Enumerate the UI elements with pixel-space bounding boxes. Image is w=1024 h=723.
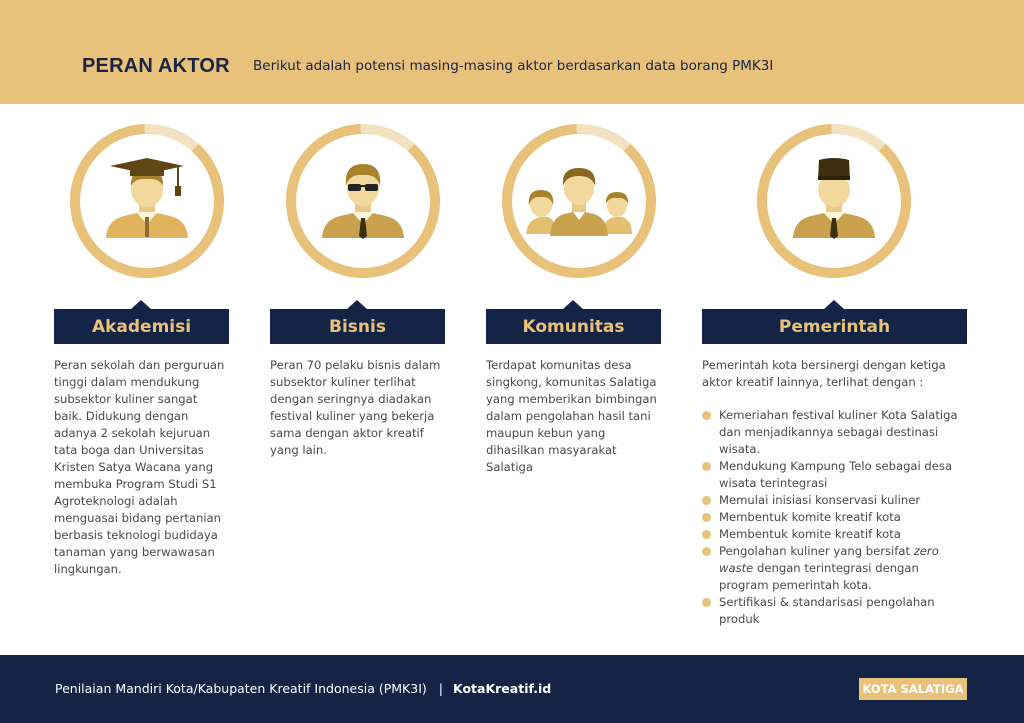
bullet-dot-icon [702,496,711,505]
list-item: Kemeriahan festival kuliner Kota Salatiga dan menjadikannya sebagai destinasi wisata. [702,407,972,458]
pointer-arrow [347,300,367,309]
komunitas-description: Terdapat komunitas desa singkong, komunitas Salatiga yang memberikan bimbingan dalam pengolahan hasil tani maupun kebun yang dihasilkan masyarakat Salatiga [486,358,657,474]
komunitas-label: Komunitas [486,309,661,344]
footer-caption: Penilaian Mandiri Kota/Kabupaten Kreatif Indonesia (PMK3I) [55,681,427,696]
businessman-avatar-icon [280,118,446,284]
community-group-icon [496,118,662,284]
pemerintah-label: Pemerintah [702,309,967,344]
bisnis-label: Bisnis [270,309,445,344]
page-title: PERAN AKTOR [82,55,230,77]
bullet-dot-icon [702,411,711,420]
bullet-dot-icon [702,513,711,522]
graduate-avatar-icon [64,118,230,284]
bisnis-description: Peran 70 pelaku bisnis dalam subsektor kuliner terlihat dengan seringnya diadakan festival kuliner yang bekerja sama dengan aktor kreatif yang lain. [270,358,441,457]
pemerintah-ring [751,118,917,284]
komunitas-heading [486,300,661,344]
footer-band [0,655,1024,723]
bisnis-ring [280,118,446,284]
pointer-arrow [563,300,583,309]
list-item: Sertifikasi & standarisasi pengolahan produk [702,594,972,628]
list-item: Membentuk komite kreatif kota [702,526,972,543]
komunitas-ring [496,118,662,284]
list-item: Membentuk komite kreatif kota [702,509,972,526]
list-item: Memulai inisiasi konservasi kuliner [702,492,972,509]
official-avatar-icon [751,118,917,284]
bullet-dot-icon [702,462,711,471]
pemerintah-intro: Pemerintah kota bersinergi dengan ketiga aktor kreatif lainnya, terlihat dengan : [702,358,946,389]
akademisi-heading [54,300,229,344]
footer-brand: KotaKreatif.id [452,681,552,696]
footer-line [55,681,551,696]
city-badge: KOTA SALATIGA [859,678,967,700]
pemerintah-bullet-list [702,407,972,628]
pemerintah-description [702,357,972,628]
pointer-arrow [824,300,844,309]
akademisi-label: Akademisi [54,309,229,344]
list-item: Pengolahan kuliner yang bersifat zero waste dengan terintegrasi dengan program pemerintah kota. [702,543,972,594]
pointer-arrow [131,300,151,309]
pemerintah-heading [702,300,891,344]
footer-separator: | [438,681,443,696]
akademisi-ring [64,118,230,284]
bullet-dot-icon [702,598,711,607]
list-item: Mendukung Kampung Telo sebagai desa wisata terintegrasi [702,458,972,492]
page-subtitle: Berikut adalah potensi masing-masing aktor berdasarkan data borang PMK3I [253,58,774,74]
bisnis-heading [270,300,445,344]
header-band [0,0,1024,104]
bullet-dot-icon [702,530,711,539]
akademisi-description: Peran sekolah dan perguruan tinggi dalam mendukung subsektor kuliner sangat baik. Didukung dengan adanya 2 sekolah kejuruan tata boga dan Universitas Kristen Satya Wacana yang membuka Program Studi S1 Agroteknologi adalah menguasai bidang pertanian berbasis teknologi budidaya tanaman yang berwawasan lingkungan. [54,358,225,576]
bullet-dot-icon [702,547,711,556]
